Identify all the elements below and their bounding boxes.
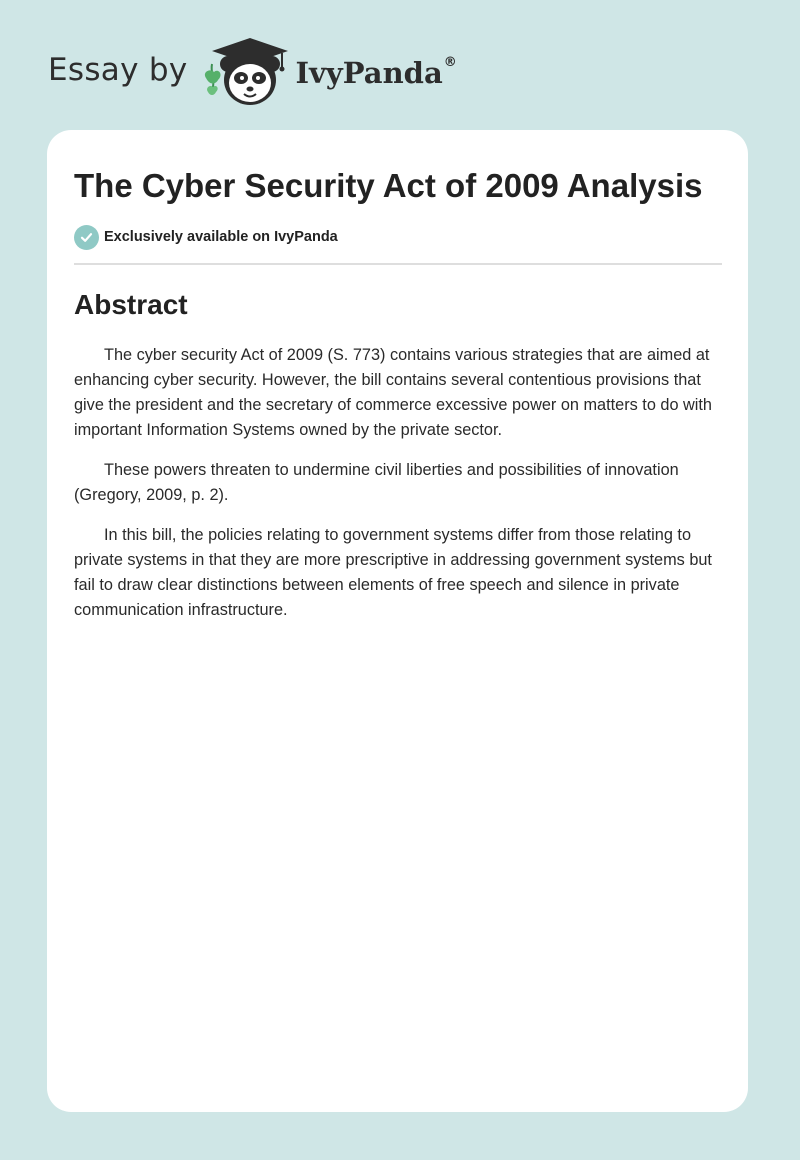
brand-header: [48, 34, 457, 112]
brand-name[interactable]: [296, 56, 457, 90]
essay-card: [47, 130, 748, 1112]
check-icon: [74, 225, 99, 250]
registered-mark: ®: [443, 55, 457, 71]
panda-graduate-logo-icon[interactable]: [202, 34, 294, 112]
page-title: The Cyber Security Act of 2009 Analysis: [74, 167, 703, 204]
paragraph: These powers threaten to undermine civil liberties and possibilities of innovation (Gregory, 2009, p. 2).: [74, 461, 679, 504]
brand-name-text: IvyPanda: [295, 56, 443, 90]
section-heading-abstract: Abstract: [74, 289, 188, 320]
brand-prefix: Essay by: [48, 52, 188, 88]
divider: [74, 263, 722, 265]
badge-text: Exclusively available on IvyPanda: [104, 229, 338, 245]
essay-body: [74, 343, 722, 623]
paragraph: The cyber security Act of 2009 (S. 773) contains various strategies that are aimed at enhancing cyber security. However, the bill contains several contentious provisions that give the president and the secretary of commerce excessive power on matters to do with important Information Systems owned by the private sector.: [74, 346, 712, 439]
exclusive-badge: [74, 224, 722, 250]
paragraph: In this bill, the policies relating to government systems differ from those relating to private systems in that they are more prescriptive in addressing government systems but fail to draw clear distinctions between elements of free speech and silence in private communication infrastructure.: [74, 526, 712, 619]
